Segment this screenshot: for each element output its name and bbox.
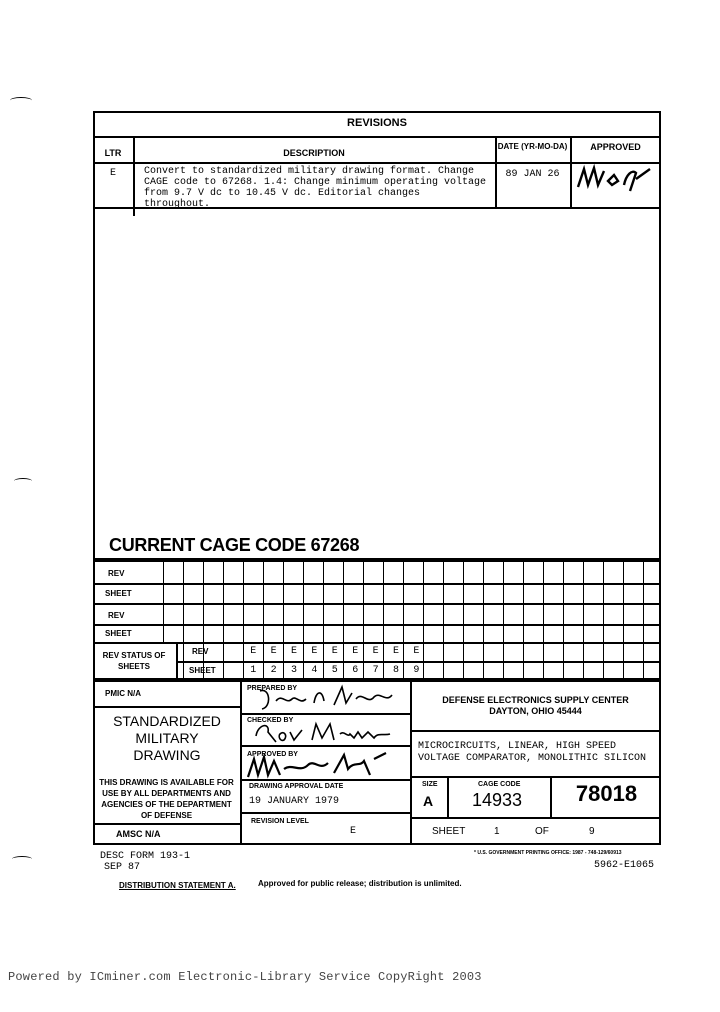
col-approved-header: APPROVED (590, 142, 641, 152)
distribution-label: DISTRIBUTION STATEMENT A. (119, 881, 236, 890)
col-description-header: DESCRIPTION (283, 148, 345, 158)
grid-column-line (243, 560, 244, 680)
checker-signature (250, 716, 400, 748)
grid-column-line (523, 560, 524, 680)
divider (240, 680, 242, 845)
divider (240, 812, 410, 814)
grid-column-line (323, 560, 324, 680)
powered-by-footer: Powered by ICminer.com Electronic-Library Service CopyRight 2003 (8, 970, 482, 984)
grid-column-line (583, 560, 584, 680)
distribution-text: Approved for public release; distribution is unlimited. (258, 879, 462, 888)
pmic: PMIC N/A (105, 689, 141, 698)
divider (410, 817, 661, 819)
availability-statement: THIS DRAWING IS AVAILABLE FOR USE BY ALL DEPARTMENTS AND AGENCIES OF THE DEPARTMENT OF DEFENSE (99, 778, 234, 820)
agency-name: DEFENSE ELECTRONICS SUPPLY CENTER (442, 695, 629, 705)
revision-ltr: E (109, 168, 116, 179)
divider (93, 823, 240, 825)
cage-code-value: 14933 (472, 790, 523, 810)
status-rev-cell: E (250, 646, 257, 657)
divider (93, 706, 240, 708)
divider (410, 730, 661, 732)
grid-column-line (503, 560, 504, 680)
status-sheet-cell: 8 (392, 665, 399, 676)
status-sheet-cell: 1 (250, 665, 257, 676)
rev-label: REV (108, 611, 125, 620)
amsc: AMSC N/A (116, 829, 161, 839)
status-rev-cell: E (372, 646, 379, 657)
prepared-by-label: PREPARED BY (247, 685, 298, 692)
grid-column-line (363, 560, 364, 680)
status-sheet-cell: 6 (352, 665, 359, 676)
status-rev-cell: E (352, 646, 359, 657)
status-rev-cell: E (331, 646, 338, 657)
size-value: A (423, 793, 434, 809)
cage-code-label: CAGE CODE (478, 781, 521, 788)
status-sheet-cell: 5 (331, 665, 338, 676)
divider (93, 642, 661, 644)
grid-column-line (223, 560, 224, 680)
drawing-number: 78018 (575, 781, 638, 806)
grid-column-line (283, 560, 284, 680)
revision-level-label: REVISION LEVEL (251, 818, 309, 825)
divider (93, 624, 661, 626)
grid-column-line (263, 560, 264, 680)
document-code: 5962-E1065 (594, 860, 655, 871)
grid-column-line (383, 560, 384, 680)
status-rev-cell: E (290, 646, 297, 657)
agency-address: DAYTON, OHIO 45444 (489, 706, 582, 716)
preparer-signature (252, 683, 402, 715)
grid-column-line (203, 560, 204, 680)
col-date-header: DATE (YR-MO-DA) (497, 142, 568, 151)
rev-status-label: REV STATUS OF SHEETS (102, 651, 166, 671)
sheet-label: SHEET (105, 629, 132, 638)
status-rev-cell: E (413, 646, 420, 657)
grid-column-line (443, 560, 444, 680)
grid-column-line (183, 560, 184, 680)
checked-by-label: CHECKED BY (247, 717, 294, 724)
status-sheet-label: SHEET (189, 666, 216, 675)
status-rev-cell: E (311, 646, 318, 657)
status-sheet-cell: 3 (290, 665, 297, 676)
rev-label: REV (108, 569, 125, 578)
grid-column-line (423, 560, 424, 680)
sheet-label-footer: SHEET (432, 826, 466, 837)
grid-column-line (403, 560, 404, 680)
grid-column-line (643, 560, 644, 680)
divider (447, 776, 449, 817)
divider (176, 661, 661, 663)
sheet-of: OF (535, 826, 549, 837)
margin-mark (14, 478, 32, 484)
col-ltr-header: LTR (104, 148, 122, 158)
grid-column-line (343, 560, 344, 680)
grid-column-line (483, 560, 484, 680)
revision-description: Convert to standardized military drawing format. Change CAGE code to 67268. 1.4: Change minimum operating voltage from 9.7 V dc to 10.45 V dc. Editorial changes throughout. (144, 166, 487, 210)
approved-by-label: APPROVED BY (247, 751, 298, 758)
sheet-number: 1 (494, 826, 500, 837)
grid-column-line (463, 560, 464, 680)
divider (93, 136, 661, 138)
revision-level: E (350, 826, 357, 837)
approval-date: 19 JANUARY 1979 (249, 796, 340, 807)
status-sheet-cell: 4 (311, 665, 318, 676)
status-rev-label: REV (192, 647, 209, 656)
grid-column-line (563, 560, 564, 680)
margin-mark (10, 97, 32, 104)
margin-mark (12, 856, 32, 862)
drawing-title: MICROCIRCUITS, LINEAR, HIGH SPEED VOLTAGE COMPARATOR, MONOLITHIC SILICON (418, 741, 647, 764)
grid-column-line (163, 560, 164, 642)
grid-column-line (603, 560, 604, 680)
standardized-military-drawing-title: STANDARDIZED MILITARY DRAWING (113, 713, 221, 763)
divider (176, 642, 178, 680)
form-id: DESC FORM 193-1 (100, 851, 191, 862)
grid-column-line (623, 560, 624, 680)
revision-date: 89 JAN 26 (505, 169, 560, 180)
status-sheet-cell: 7 (372, 665, 379, 676)
approver-signature-block (244, 749, 394, 783)
status-rev-cell: E (270, 646, 277, 657)
current-cage-code-banner: CURRENT CAGE CODE 67268 (109, 535, 360, 555)
divider (93, 583, 661, 585)
sheet-label: SHEET (105, 589, 132, 598)
status-sheet-cell: 9 (413, 665, 420, 676)
revisions-title: REVISIONS (347, 117, 407, 129)
approval-date-label: DRAWING APPROVAL DATE (249, 783, 344, 790)
gpo-notice: * U.S. GOVERNMENT PRINTING OFFICE: 1987 - 748-129/60913 (474, 850, 622, 856)
grid-column-line (303, 560, 304, 680)
status-sheet-cell: 2 (270, 665, 277, 676)
divider (93, 603, 661, 605)
status-rev-cell: E (392, 646, 399, 657)
approver-signature (574, 163, 654, 197)
sheet-total: 9 (589, 826, 595, 837)
form-date: SEP 87 (104, 862, 141, 873)
size-label: SIZE (422, 781, 438, 788)
grid-column-line (543, 560, 544, 680)
